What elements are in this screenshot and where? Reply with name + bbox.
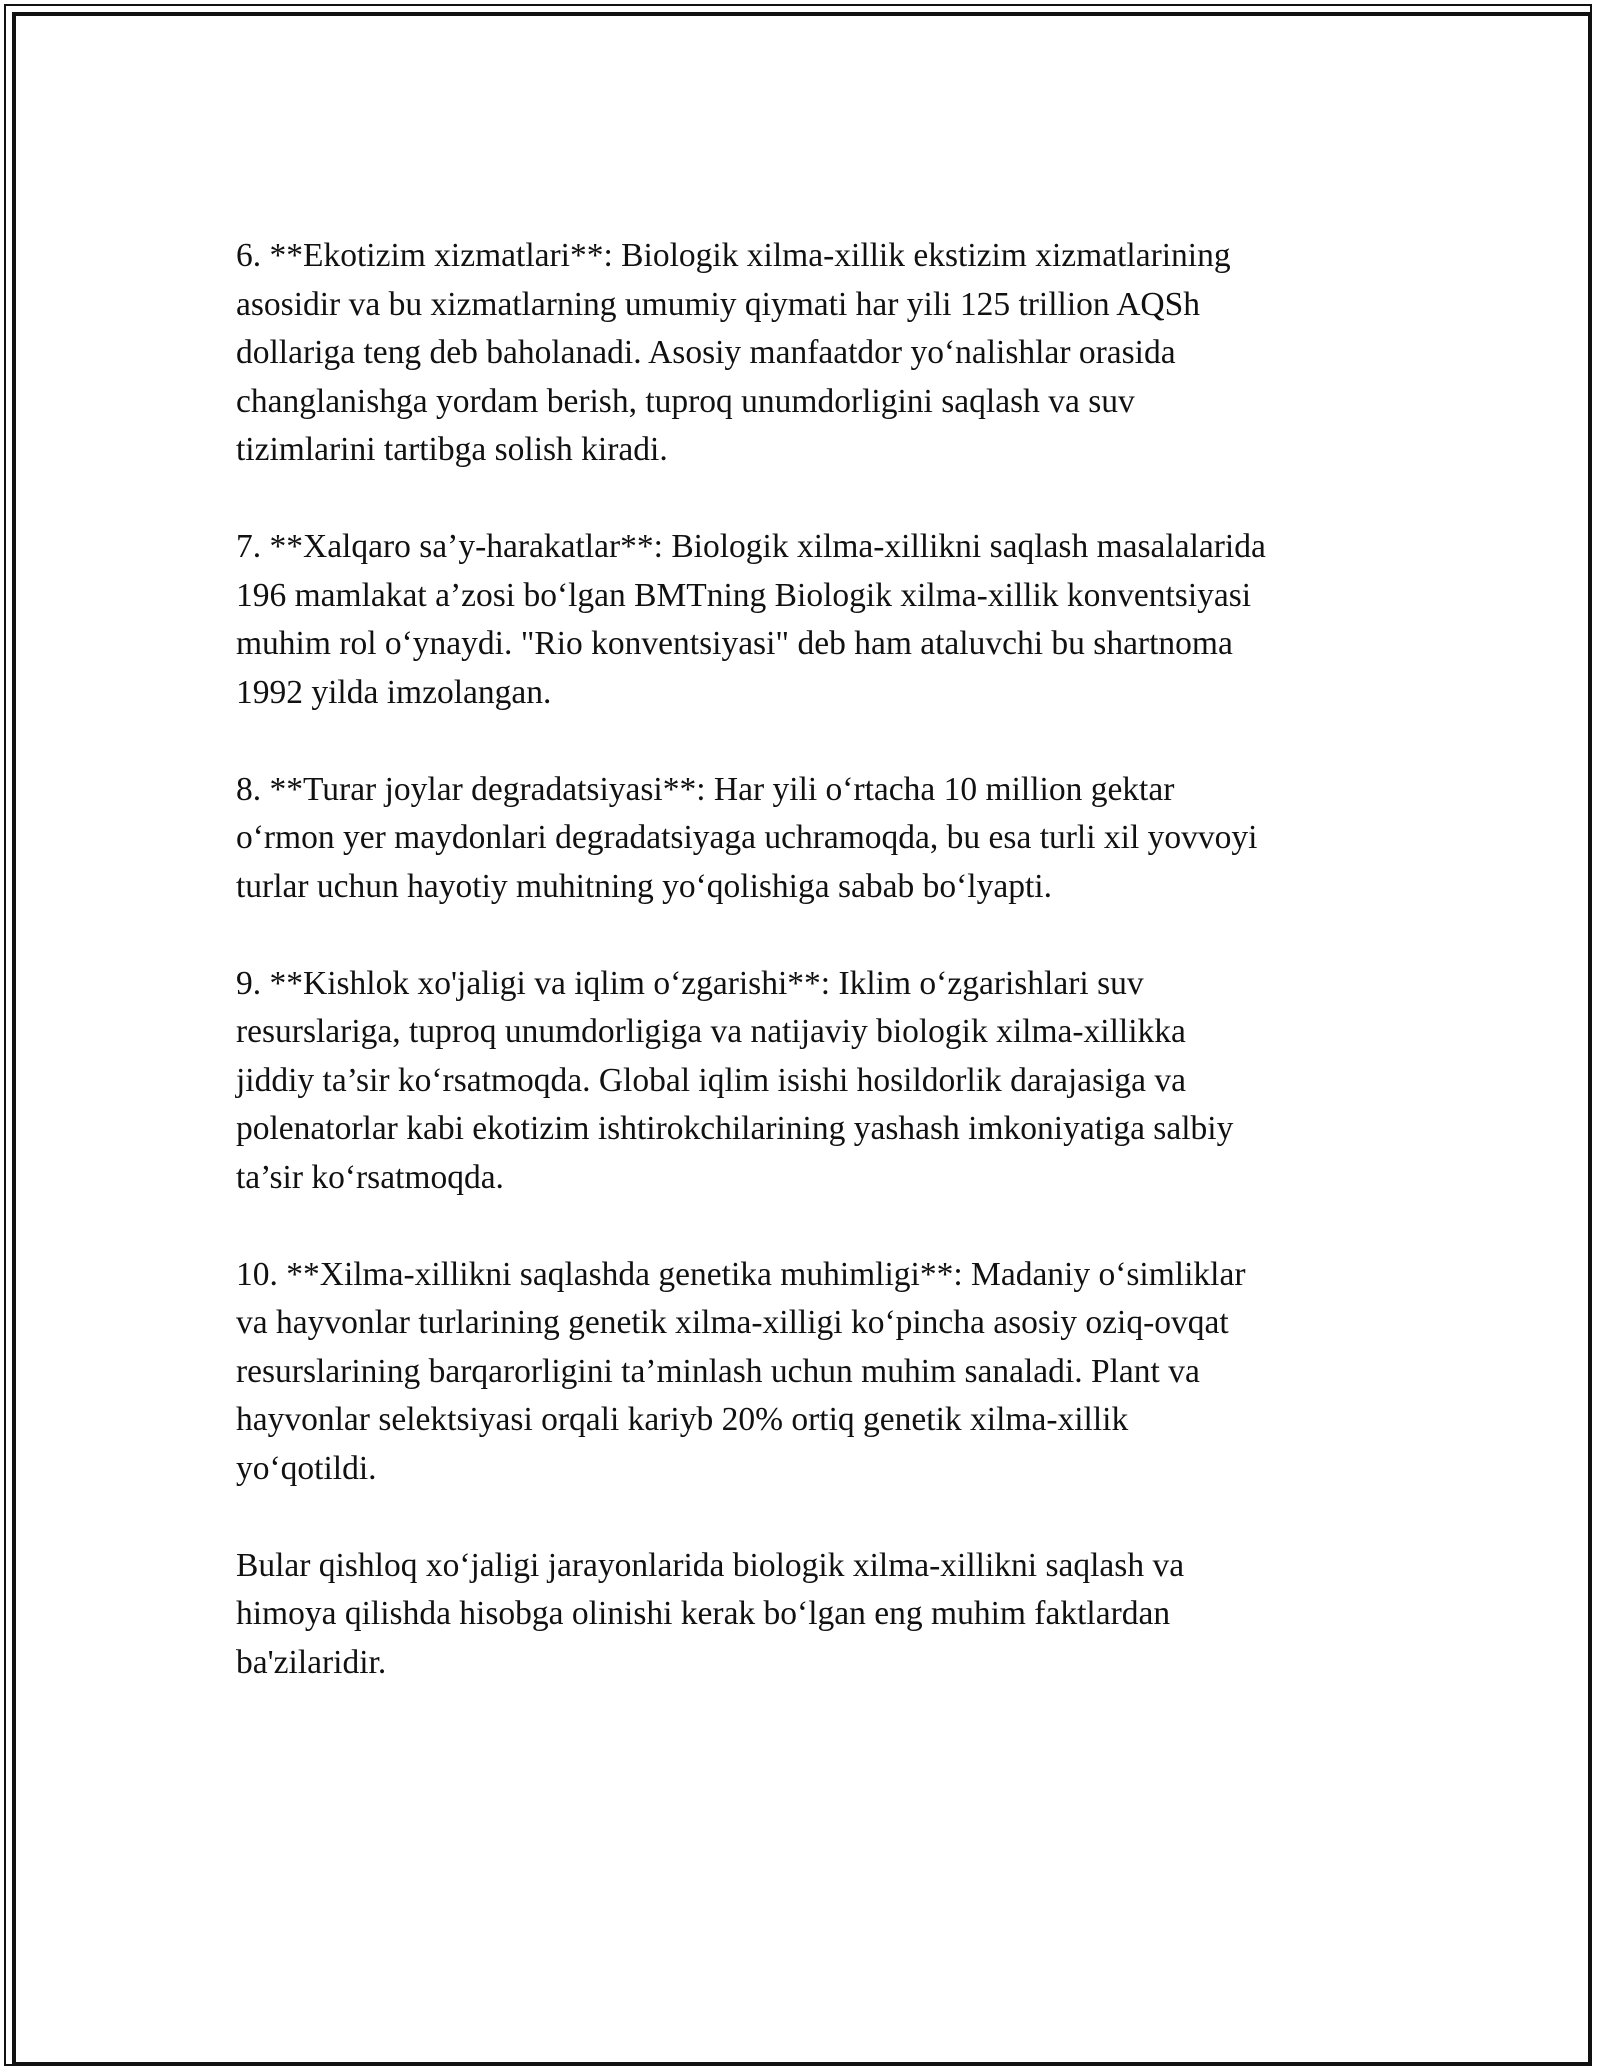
document-body	[236, 232, 1376, 1736]
paragraph-international-efforts: 7. **Xalqaro sa’y-harakatlar**: Biologik xilma-xillikni saqlash masalalarida 196 mamlakat a’zosi bo‘lgan BMTning Biologik xilma-xillik konventsiyasi muhim rol o‘ynaydi. "Rio konventsiyasi" deb ham ataluvchi bu shartnoma 1992 yilda imzolangan.	[236, 528, 1266, 711]
paragraph-habitat-degradation: 8. **Turar joylar degradatsiyasi**: Har yili o‘rtacha 10 million gektar o‘rmon yer maydonlari degradatsiyaga uchramoqda, bu esa turli xil yovvoyi turlar uchun hayotiy muhitning yo‘qolishiga sabab bo‘lyapti.	[236, 770, 1258, 905]
paragraph-conclusion: Bular qishloq xo‘jaligi jarayonlarida biologik xilma-xillikni saqlash va himoya qilishda hisobga olinishi kerak bo‘lgan eng muhim faktlardan ba'zilaridir.	[236, 1546, 1185, 1681]
paragraph-ecosystem-services: 6. **Ekotizim xizmatlari**: Biologik xilma-xillik ekstizim xizmatlarining asosidir va bu xizmatlarning umumiy qiymati har yili 125 trillion AQSh dollariga teng deb baholanadi. Asosiy manfaatdor yo‘nalishlar orasida changlanishga yordam berish, tuproq unumdorligini saqlash va suv tizimlarini tartibga solish kiradi.	[236, 237, 1231, 468]
paragraph-agriculture-climate-change: 9. **Kishlok xo'jaligi va iqlim o‘zgarishi**: Iklim o‘zgarishlari suv resurslariga, tuproq unumdorligiga va natijaviy biologik xilma-xillikka jiddiy ta’sir ko‘rsatmoqda. Global iqlim isishi hosildorlik darajasiga va polenatorlar kabi ekotizim ishtirokchilarining yashash imkoniyatiga salbiy ta’sir ko‘rsatmoqda.	[236, 964, 1234, 1196]
paragraph-genetic-diversity: 10. **Xilma-xillikni saqlashda genetika muhimligi**: Madaniy o‘simliklar va hayvonlar turlarining genetik xilma-xilligi ko‘pincha asosiy oziq-ovqat resurslarining barqarorligini ta’minlash uchun muhim sanaladi. Plant va hayvonlar selektsiyasi orqali kariyb 20% ortiq genetik xilma-xillik yo‘qotildi.	[236, 1255, 1246, 1487]
